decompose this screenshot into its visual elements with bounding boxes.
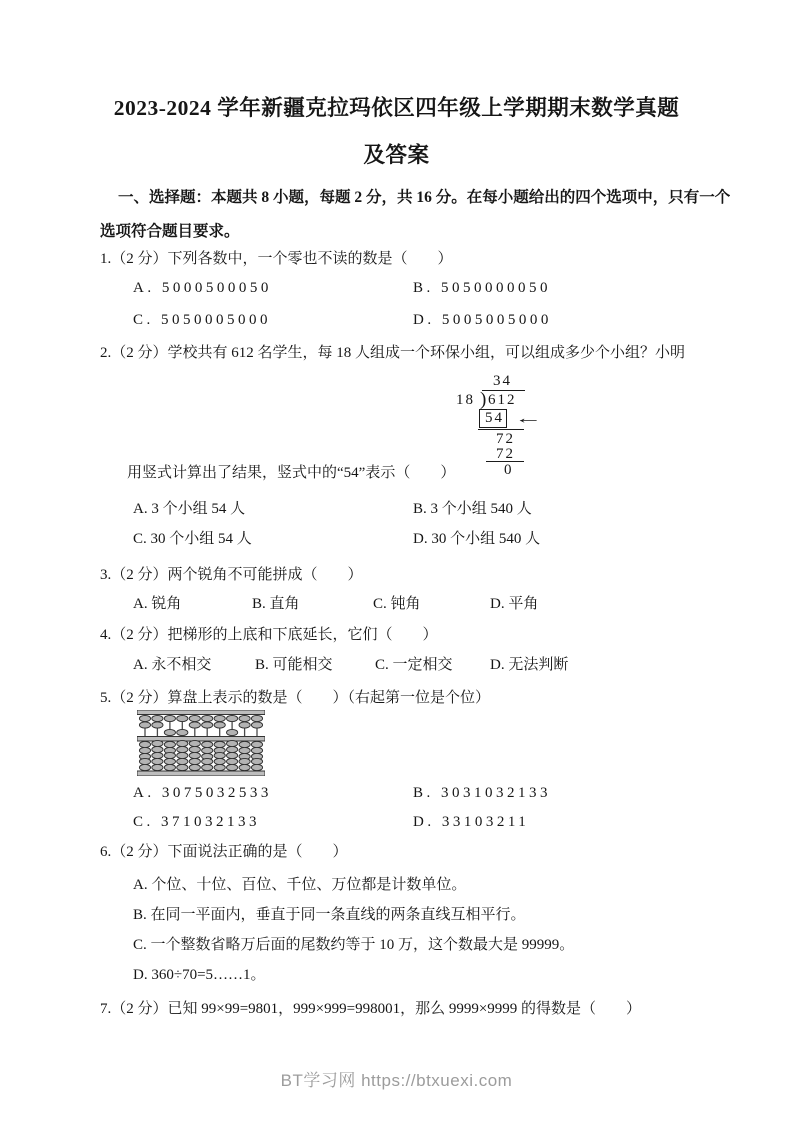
question-2-stem-continued: 用竖式计算出了结果，竖式中的“54”表示（ ） [127, 465, 456, 481]
question-3-stem: 3.（2 分）两个锐角不可能拼成（ ） [100, 567, 363, 583]
question-1-stem: 1.（2 分）下列各数中，一个零也不读的数是（ ） [100, 251, 453, 267]
question-4-option-d: D. 无法判断 [490, 657, 569, 673]
question-6-option-a: A. 个位、十位、百位、千位、万位都是计数单位。 [133, 877, 467, 893]
question-2-option-a: A. 3 个小组 54 人 [133, 501, 246, 517]
division-remainder: 0 [504, 462, 514, 478]
question-6-option-c: C. 一个整数省略万后面的尾数约等于 10 万，这个数最大是 99999。 [133, 937, 575, 953]
site-watermark: BT学习网 https://btxuexi.com [280, 1071, 513, 1090]
question-4-option-a: A. 永不相交 [133, 657, 212, 673]
question-3-option-c: C. 钝角 [373, 596, 421, 612]
section-header-line2: 选项符合题目要求。 [100, 223, 240, 240]
question-5-option-d: D. 33103211 [413, 814, 530, 830]
question-5-option-c: C. 371032133 [133, 814, 261, 830]
question-2-option-d: D. 30 个小组 540 人 [413, 531, 541, 547]
question-1-option-d: D. 5005005000 [413, 312, 552, 328]
division-sub2: 72 [496, 446, 515, 462]
division-boxed-step: 54 [479, 409, 507, 428]
question-2-stem: 2.（2 分）学校共有 612 名学生，每 18 人组成一个环保小组，可以组成多少个小组？小明 [100, 345, 686, 361]
division-quotient: 34 [493, 373, 512, 389]
section-header-line1: 一、选择题：本题共 8 小题，每题 2 分，共 16 分。在每小题给出的四个选项中，只有一个 [118, 189, 731, 206]
question-3-option-d: D. 平角 [490, 596, 539, 612]
question-2-option-c: C. 30 个小组 54 人 [133, 531, 252, 547]
division-sub1: 72 [496, 431, 515, 447]
page-title: 2023-2024 学年新疆克拉玛依区四年级上学期期末数学真题 [113, 96, 680, 120]
question-1-option-b: B. 5050000050 [413, 280, 552, 296]
division-dividend: 612 [488, 392, 517, 408]
question-5-option-b: B. 3031032133 [413, 785, 552, 801]
question-1-option-c: C. 5050005000 [133, 312, 272, 328]
question-1-option-a: A. 5000500050 [133, 280, 272, 296]
question-4-option-b: B. 可能相交 [255, 657, 333, 673]
division-divisor: 18 [456, 392, 475, 408]
question-4-stem: 4.（2 分）把梯形的上底和下底延长，它们（ ） [100, 627, 438, 643]
question-6-stem: 6.（2 分）下面说法正确的是（ ） [100, 844, 348, 860]
question-6-option-d: D. 360÷70=5……1。 [133, 967, 266, 983]
long-division-figure [452, 374, 562, 476]
abacus-image [137, 710, 265, 776]
division-rule-1 [478, 429, 524, 430]
division-vinculum [482, 390, 525, 391]
division-bracket: ) [480, 389, 489, 410]
question-2-option-b: B. 3 个小组 540 人 [413, 501, 532, 517]
question-4-option-c: C. 一定相交 [375, 657, 453, 673]
question-3-option-b: B. 直角 [252, 596, 300, 612]
question-5-option-a: A. 3075032533 [133, 785, 272, 801]
question-3-option-a: A. 锐角 [133, 596, 182, 612]
arrow-left-icon: ← [514, 411, 547, 427]
question-7-stem: 7.（2 分）已知 99×99=9801，999×999=998001，那么 9999×9999 的得数是（ ） [100, 1001, 642, 1017]
page-title-line2: 及答案 [363, 143, 430, 167]
question-5-stem: 5.（2 分）算盘上表示的数是（ ）（右起第一位是个位） [100, 690, 491, 706]
question-6-option-b: B. 在同一平面内，垂直于同一条直线的两条直线互相平行。 [133, 907, 526, 923]
